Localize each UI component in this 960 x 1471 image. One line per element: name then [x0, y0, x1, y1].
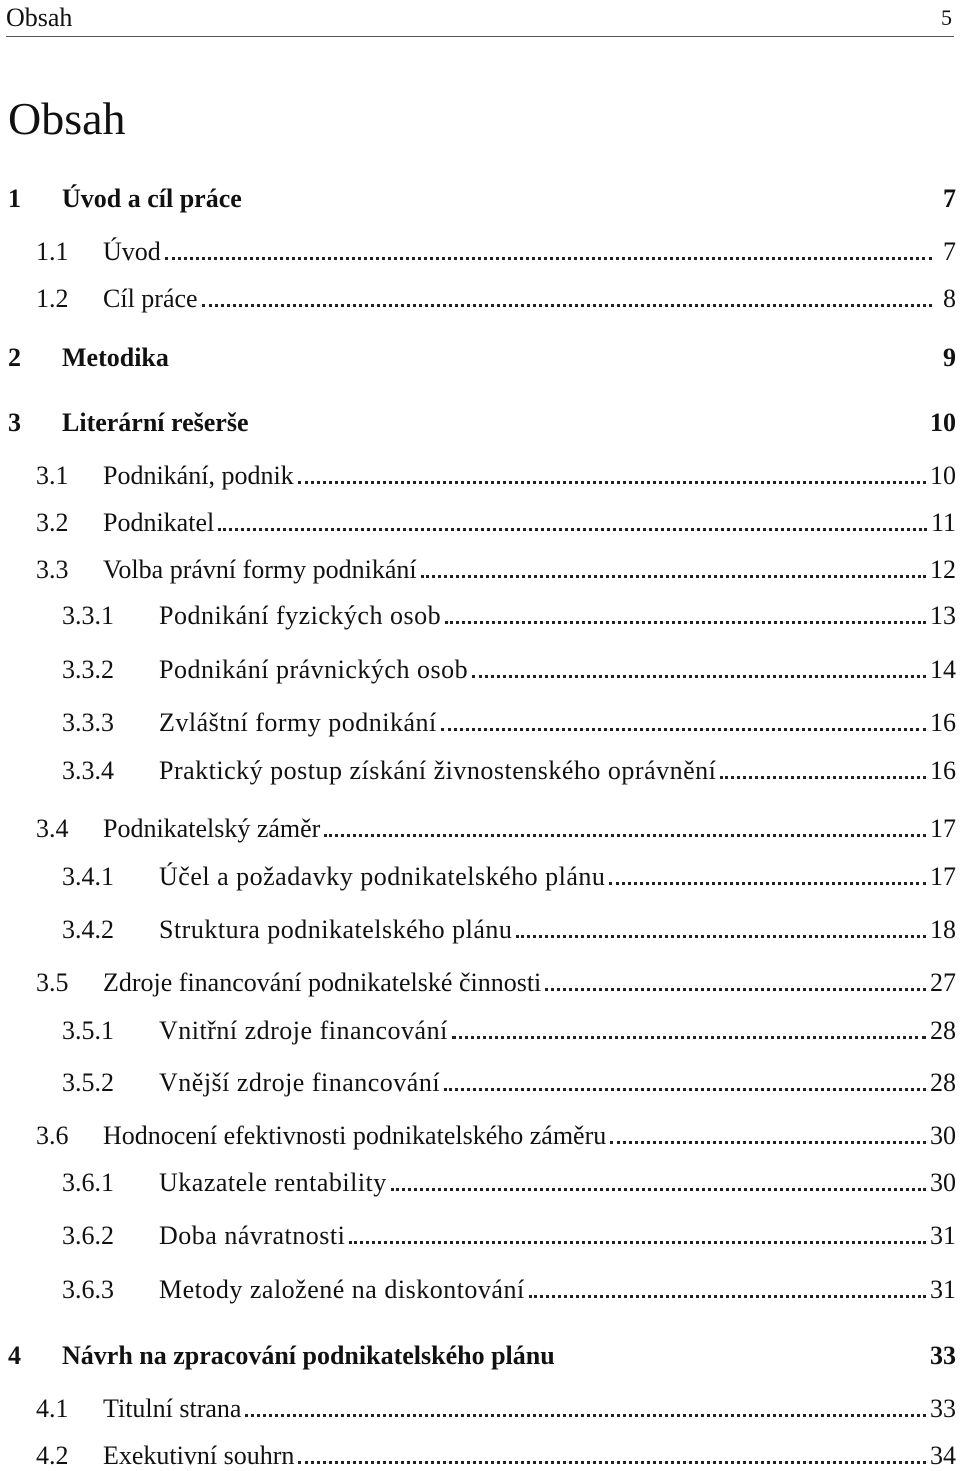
toc-entry[interactable]	[0, 1211, 956, 1251]
toc-entry-label: Ukazatele rentability	[159, 1168, 387, 1197]
toc-entry-page: 13	[930, 601, 956, 630]
toc-entry-label: Podnikatel	[103, 508, 215, 537]
toc-entry-page: 11	[930, 508, 956, 537]
toc-entry[interactable]	[0, 1265, 956, 1305]
toc-entry-label: Úvod a cíl práce	[62, 184, 242, 213]
toc-entry-number: 3.6	[36, 1121, 69, 1150]
header-title: Obsah	[6, 3, 73, 32]
toc-entry-page: 28	[930, 1016, 956, 1045]
toc-entry[interactable]	[0, 1006, 956, 1046]
toc-dot-leader	[529, 1295, 926, 1298]
toc-entry-label: Vnitřní zdroje financování	[159, 1016, 448, 1045]
toc-entry-label: Metodika	[62, 343, 169, 372]
toc-entry-number: 3.3.2	[62, 655, 114, 684]
toc-entry-page: 8	[943, 284, 956, 313]
toc-entry[interactable]	[0, 1384, 956, 1424]
toc-entry-page: 12	[930, 555, 956, 584]
toc-entry-number: 3.4	[36, 814, 69, 843]
toc-entry-page: 31	[930, 1221, 956, 1250]
toc-entry[interactable]	[0, 1111, 956, 1151]
toc-entry[interactable]	[0, 1058, 956, 1098]
toc-entry-page: 18	[930, 915, 956, 944]
toc-entry-page: 27	[930, 968, 956, 997]
toc-dot-leader	[349, 1241, 926, 1244]
toc-entry-label: Návrh na zpracování podnikatelského plánu	[62, 1341, 555, 1370]
toc-entry-page: 17	[930, 814, 956, 843]
toc-entry-label: Účel a požadavky podnikatelského plánu	[159, 862, 606, 891]
toc-entry-page: 10	[930, 461, 956, 490]
toc-entry[interactable]	[0, 333, 956, 373]
toc-entry-label: Exekutivní souhrn	[103, 1441, 295, 1470]
toc-entry-page: 28	[930, 1068, 956, 1097]
toc-entry[interactable]	[0, 645, 956, 685]
toc-entry-label: Doba návratnosti	[159, 1221, 346, 1250]
toc-entry-page: 10	[930, 408, 956, 437]
toc-entry-number: 3	[8, 408, 21, 437]
toc-entry-label: Titulní strana	[103, 1394, 242, 1423]
toc-entry-number: 3.5.1	[62, 1016, 114, 1045]
toc-dot-leader	[472, 675, 926, 678]
toc-entry-number: 3.6.1	[62, 1168, 114, 1197]
toc-dot-leader	[516, 935, 926, 938]
toc-entry-number: 1.2	[36, 284, 69, 313]
toc-entry-number: 3.3.4	[62, 756, 114, 785]
toc-entry-page: 14	[930, 655, 956, 684]
toc-entry-label: Podnikatelský záměr	[103, 814, 321, 843]
toc-dot-leader	[559, 1361, 926, 1364]
toc-entry-number: 2	[8, 343, 21, 372]
toc-entry-page: 7	[943, 237, 956, 266]
toc-dot-leader	[720, 776, 926, 779]
toc-dot-leader	[545, 988, 926, 991]
toc-entry-number: 3.2	[36, 508, 69, 537]
toc-entry-label: Hodnocení efektivnosti podnikatelského záměru	[103, 1121, 607, 1150]
toc-dot-leader	[298, 481, 926, 484]
toc-entry-page: 33	[930, 1341, 956, 1370]
toc-entry-number: 4	[8, 1341, 21, 1370]
toc-entry[interactable]	[0, 591, 956, 631]
toc-dot-leader	[245, 1414, 926, 1417]
page-title: Obsah	[8, 93, 126, 144]
toc-entry-number: 3.6.2	[62, 1221, 114, 1250]
toc-dot-leader	[391, 1188, 926, 1191]
toc-dot-leader	[173, 363, 932, 366]
toc-entry-label: Podnikání právnických osob	[159, 655, 469, 684]
toc-entry-label: Metody založené na diskontování	[159, 1275, 525, 1304]
header-page-number: 5	[941, 5, 952, 30]
toc-entry[interactable]	[0, 804, 956, 844]
toc-dot-leader	[253, 428, 927, 431]
toc-entry-number: 3.3.3	[62, 708, 114, 737]
toc-dot-leader	[445, 621, 926, 624]
toc-entry-number: 3.4.2	[62, 915, 114, 944]
toc-entry-label: Úvod	[103, 237, 161, 266]
toc-entry-number: 3.3	[36, 555, 69, 584]
toc-entry-page: 9	[943, 343, 956, 372]
toc-entry-number: 3.5.2	[62, 1068, 114, 1097]
toc-entry[interactable]	[0, 1331, 956, 1371]
toc-entry-number: 3.6.3	[62, 1275, 114, 1304]
toc-entry[interactable]	[0, 1431, 956, 1471]
toc-dot-leader	[421, 575, 926, 578]
toc-entry-label: Struktura podnikatelského plánu	[159, 915, 513, 944]
toc-dot-leader	[202, 304, 932, 307]
toc-entry-page: 17	[930, 862, 956, 891]
toc-entry[interactable]	[0, 451, 956, 491]
toc-entry-label: Zvláštní formy podnikání	[159, 708, 437, 737]
toc-entry[interactable]	[0, 498, 956, 538]
toc-entry[interactable]	[0, 545, 956, 585]
toc-dot-leader	[441, 728, 926, 731]
toc-entry-page: 31	[930, 1275, 956, 1304]
toc-dot-leader	[324, 834, 926, 837]
toc-entry-label: Vnější zdroje financování	[159, 1068, 441, 1097]
toc-entry[interactable]	[0, 958, 956, 998]
toc-entry-page: 33	[930, 1394, 956, 1423]
toc-dot-leader	[165, 257, 932, 260]
toc-entry[interactable]	[0, 398, 956, 438]
toc-dot-leader	[246, 204, 932, 207]
toc-entry-page: 16	[930, 708, 956, 737]
toc-dot-leader	[298, 1461, 926, 1464]
toc-entry[interactable]	[0, 174, 956, 214]
toc-entry-page: 7	[943, 184, 956, 213]
toc-entry-page: 30	[930, 1168, 956, 1197]
toc-entry-label: Cíl práce	[103, 284, 198, 313]
toc-entry-number: 1.1	[36, 237, 69, 266]
toc-entry[interactable]	[0, 852, 956, 892]
toc-entry-label: Volba právní formy podnikání	[103, 555, 417, 584]
toc-entry-page: 34	[930, 1441, 956, 1470]
toc-entry-number: 3.4.1	[62, 862, 114, 891]
toc-entry-label: Praktický postup získání živnostenského oprávnění	[159, 756, 717, 785]
toc-entry[interactable]	[0, 1158, 956, 1198]
toc-entry-page: 30	[930, 1121, 956, 1150]
toc-dot-leader	[444, 1088, 926, 1091]
toc-entry-number: 3.1	[36, 461, 69, 490]
toc-entry-label: Literární rešerše	[62, 408, 249, 437]
toc-entry-number: 4.1	[36, 1394, 69, 1423]
toc-entry-number: 3.5	[36, 968, 69, 997]
toc-entry[interactable]	[0, 905, 956, 945]
toc-entry-label: Podnikání fyzických osob	[159, 601, 442, 630]
toc-dot-leader	[610, 1141, 926, 1144]
toc-entry[interactable]	[0, 746, 956, 786]
toc-entry-number: 4.2	[36, 1441, 69, 1470]
toc-entry[interactable]	[0, 227, 956, 267]
toc-entry-label: Podnikání, podnik	[103, 461, 294, 490]
toc-dot-leader	[609, 882, 926, 885]
toc-entry[interactable]	[0, 698, 956, 738]
toc-entry-page: 16	[930, 756, 956, 785]
toc-entry-number: 3.3.1	[62, 601, 114, 630]
toc-entry-number: 1	[8, 184, 21, 213]
toc-dot-leader	[452, 1036, 926, 1039]
toc-dot-leader	[218, 528, 927, 531]
toc-entry[interactable]	[0, 274, 956, 314]
toc-entry-label: Zdroje financování podnikatelské činnosti	[103, 968, 542, 997]
